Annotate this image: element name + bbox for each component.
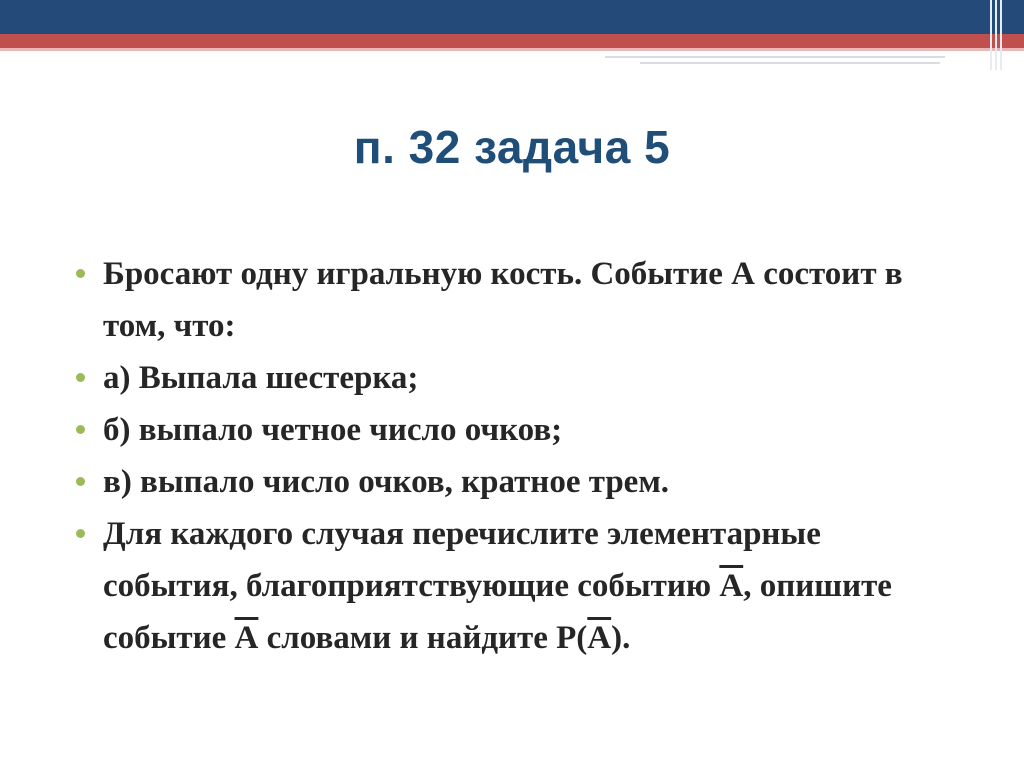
bullet-text [103, 516, 892, 656]
decor-line [640, 62, 940, 64]
bullet-item [76, 248, 956, 352]
bullet-text: в) выпало число очков, кратное трем. [103, 464, 670, 500]
complement-a: А [587, 620, 612, 656]
task-text-part: Для каждого случая перечислите элементарные события, благоприятствующие событию [103, 516, 821, 604]
complement-a: А [234, 620, 259, 656]
bullet-item [76, 352, 956, 404]
bullet-text: Бросают одну игральную кость. Событие А состоит в том, что: [103, 256, 903, 344]
decor-lines [990, 0, 1006, 70]
bullet-dot-icon [76, 425, 85, 434]
complement-a: А [719, 568, 744, 604]
bullet-text: б) выпало четное число очков; [103, 412, 563, 448]
task-text-part: ). [611, 620, 631, 656]
task-text-part: словами и найдите Р( [258, 620, 588, 656]
bullet-dot-icon [76, 373, 85, 382]
slide-title: п. 32 задача 5 [353, 121, 671, 173]
header-bar [0, 0, 1024, 34]
task-text-part: , опишите событие [103, 568, 892, 656]
accent-stripe [0, 34, 1024, 48]
bullet-item [76, 404, 956, 456]
bullet-item [76, 456, 956, 508]
decor-line [605, 56, 945, 58]
bullet-dot-icon [76, 269, 85, 278]
bullet-text: а) Выпала шестерка; [103, 360, 419, 396]
bullet-item [76, 508, 956, 664]
bullet-dot-icon [76, 529, 85, 538]
bullet-dot-icon [76, 477, 85, 486]
slide-body [76, 248, 956, 664]
accent-stripe-light [0, 48, 1024, 51]
